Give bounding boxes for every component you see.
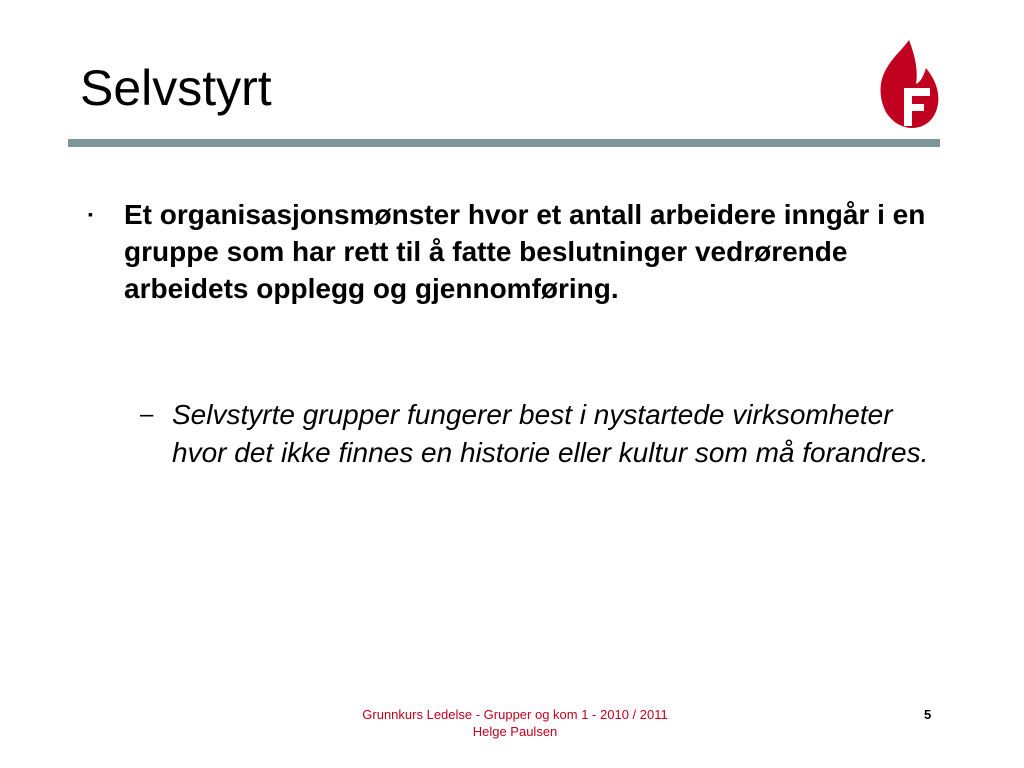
dash-bullet-icon: – (140, 401, 154, 428)
sub-bullet-text: Selvstyrte grupper fungerer best i nystartede virksomheter hvor det ikke finnes en historie eller kultur som må forandres. (172, 399, 929, 468)
footer-course: Grunnkurs Ledelse - Grupper og kom 1 - 2010 / 2011 (362, 707, 668, 722)
title-divider (68, 139, 940, 147)
slide-title: Selvstyrt (80, 60, 272, 116)
footer-author: Helge Paulsen (472, 724, 558, 739)
square-bullet-icon: ▪ (88, 206, 93, 222)
page-number: 5 (924, 707, 932, 722)
footer (310, 706, 720, 740)
bullet-text: Et organisasjonsmønster hvor et antall arbeidere inngår i en gruppe som har rett til å fatte beslutninger vedrørende arbeidets opplegg og gjennomføring. (124, 199, 926, 304)
sub-bullet-item (140, 396, 930, 472)
flame-logo-icon (876, 38, 940, 130)
bullet-item (88, 196, 938, 307)
